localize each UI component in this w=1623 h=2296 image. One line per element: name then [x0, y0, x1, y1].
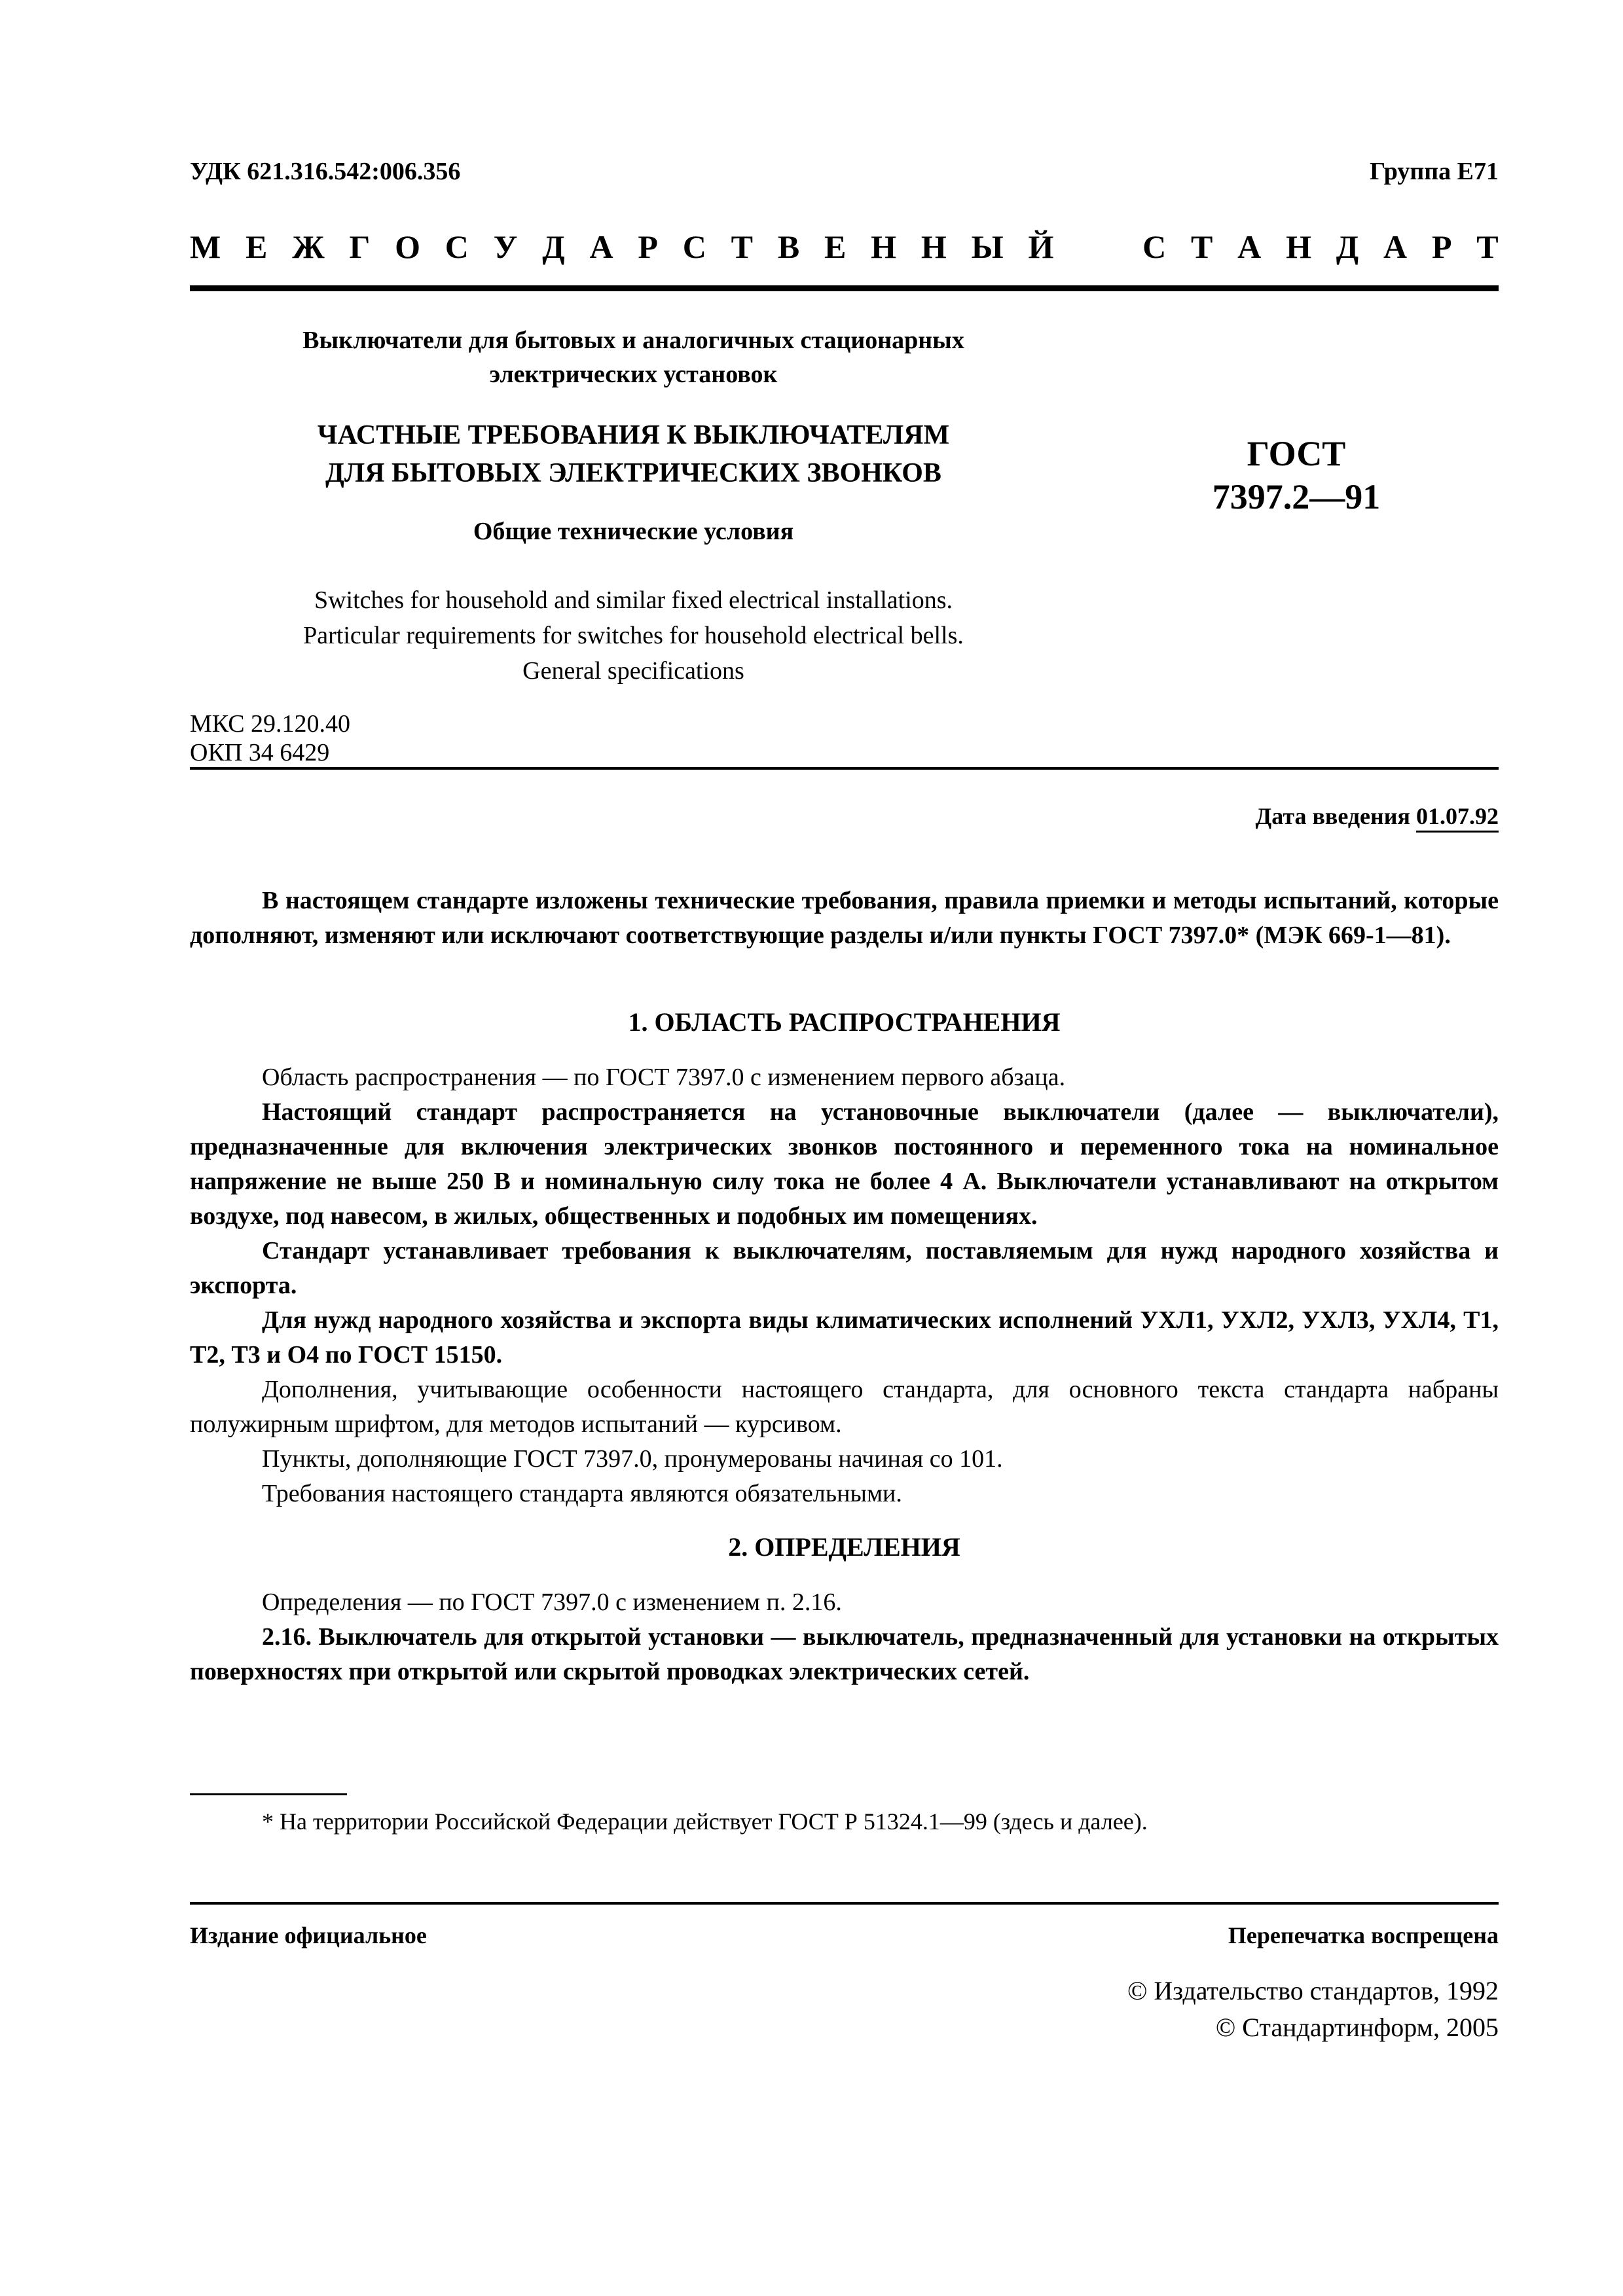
banner-letter: Н [921, 228, 947, 265]
date-label: Дата введения [1255, 803, 1410, 829]
english-line-2: Particular requirements for switches for household electrical bells. [303, 622, 964, 649]
intro-paragraph: В настоящем стандарте изложены технические требования, правила приемки и методы испытаний, которые дополняют, изменяют или исключают соответствующие разделы и/или пункты ГОСТ 7397.0* (МЭК 669-1—81). [190, 887, 1499, 949]
section-2-paragraph-2: 2.16. Выключатель для открытой установки — выключатель, предназначенный для установки на открытых поверхностях при открытой или скрытой проводках электрических сетей. [190, 1623, 1499, 1685]
banner-letter: Е [824, 228, 847, 265]
udk-code: УДК 621.316.542:006.356 [190, 158, 461, 185]
introduction-date [1256, 802, 1499, 830]
banner-letter: Т [1190, 228, 1213, 265]
section-2-heading: 2. ОПРЕДЕЛЕНИЯ [728, 1532, 960, 1562]
banner-letter: Д [542, 228, 565, 265]
banner-letter: Д [1336, 228, 1359, 265]
title-rule [190, 767, 1499, 770]
banner-letter: Р [1431, 228, 1452, 265]
banner-letter: Ы [971, 228, 1004, 265]
banner-letter: С [445, 228, 469, 265]
section-1-paragraph-1: Область распространения — по ГОСТ 7397.0 с изменением первого абзаца. [262, 1064, 1066, 1091]
mks-code: МКС 29.120.40 [190, 710, 351, 738]
banner-letter: Т [1476, 228, 1499, 265]
banner-word-gap [1078, 228, 1118, 266]
banner-letter: Н [1286, 228, 1311, 265]
title-line-2: ДЛЯ БЫТОВЫХ ЭЛЕКТРИЧЕСКИХ ЗВОНКОВ [325, 458, 941, 488]
document-subtitle: Общие технические условия [473, 518, 794, 545]
english-title [190, 583, 1077, 689]
banner-letter: А [589, 228, 613, 265]
subject-line-1: Выключатели для бытовых и аналогичных стационарных [302, 327, 964, 354]
copyright-1: © Издательство стандартов, 1992 [1127, 1976, 1499, 2005]
section-1-paragraph-4: Для нужд народного хозяйства и экспорта виды климатических исполнений УХЛ1, УХЛ2, УХЛ3, УХЛ4, Т1, Т2, Т3 и О4 по ГОСТ 15150. [190, 1306, 1499, 1369]
banner-letter: А [1237, 228, 1262, 265]
title-line-1: ЧАСТНЫЕ ТРЕБОВАНИЯ К ВЫКЛЮЧАТЕЛЯМ [317, 420, 950, 450]
section-1-heading: 1. ОБЛАСТЬ РАСПРОСТРАНЕНИЯ [628, 1007, 1061, 1037]
banner-letter: Т [731, 228, 754, 265]
banner-letter: У [493, 228, 518, 265]
document-title [190, 416, 1077, 492]
group-code: Группа Е71 [1369, 158, 1499, 185]
banner-letter: Е [246, 228, 268, 265]
section-1-paragraph-5: Дополнения, учитывающие особенности настоящего стандарта, для основного текста стандарта набраны полужирным шрифтом, для методов испытаний — курсивом. [190, 1376, 1499, 1438]
subject-heading [190, 323, 1077, 391]
okp-code: ОКП 34 6429 [190, 739, 330, 766]
footnote-rule [190, 1793, 347, 1795]
banner-letter: М [190, 228, 221, 265]
interstate-standard-banner [190, 228, 1499, 266]
banner-letter: Н [871, 228, 897, 265]
official-edition-label: Издание официальное [190, 1922, 427, 1948]
copyright-2: © Стандартинформ, 2005 [1215, 2013, 1499, 2042]
section-1-paragraph-7: Требования настоящего стандарта являются обязательными. [262, 1480, 902, 1507]
banner-letter: В [777, 228, 800, 265]
banner-letter: Р [638, 228, 658, 265]
english-line-3: General specifications [522, 657, 744, 685]
gost-label: ГОСТ [1247, 434, 1346, 473]
section-1-paragraph-3: Стандарт устанавливает требования к выключателям, поставляемым для нужд народного хозяйства и экспорта. [190, 1237, 1499, 1299]
banner-letter: О [395, 228, 420, 265]
section-1-paragraph-2: Настоящий стандарт распространяется на установочные выключатели (далее — выключатели), предназначенные для включения электрических звонков постоянного и переменного тока на номинальное напряжение не выше 250 В и номинальную силу тока не более 4 А. Выключатели устанавливают на открытом воздухе, под навесом, в жилых, общественных и подобных им помещениях. [190, 1098, 1499, 1230]
section-1-paragraph-6: Пункты, дополняющие ГОСТ 7397.0, пронумерованы начиная со 101. [262, 1445, 1003, 1473]
subject-line-2: электрических установок [489, 361, 778, 388]
banner-letter: Ж [292, 228, 325, 265]
banner-letter: Г [349, 228, 371, 265]
gost-designation [1159, 432, 1434, 518]
footnote: * На территории Российской Федерации действует ГОСТ Р 51324.1—99 (здесь и далее). [262, 1808, 1148, 1835]
banner-letter: А [1383, 228, 1408, 265]
footer-rule [190, 1902, 1499, 1905]
header-rule [190, 285, 1499, 291]
section-2-paragraph-1: Определения — по ГОСТ 7397.0 с изменением п. 2.16. [262, 1588, 842, 1616]
reprint-prohibited-label: Перепечатка воспрещена [1228, 1922, 1499, 1948]
english-line-1: Switches for household and similar fixed electrical installations. [314, 586, 953, 614]
banner-letter: С [682, 228, 706, 265]
gost-number: 7397.2—91 [1212, 477, 1381, 516]
banner-letter: Й [1028, 228, 1054, 265]
banner-letter: С [1142, 228, 1167, 265]
classification-codes [190, 709, 350, 767]
date-value: 01.07.92 [1416, 803, 1499, 833]
